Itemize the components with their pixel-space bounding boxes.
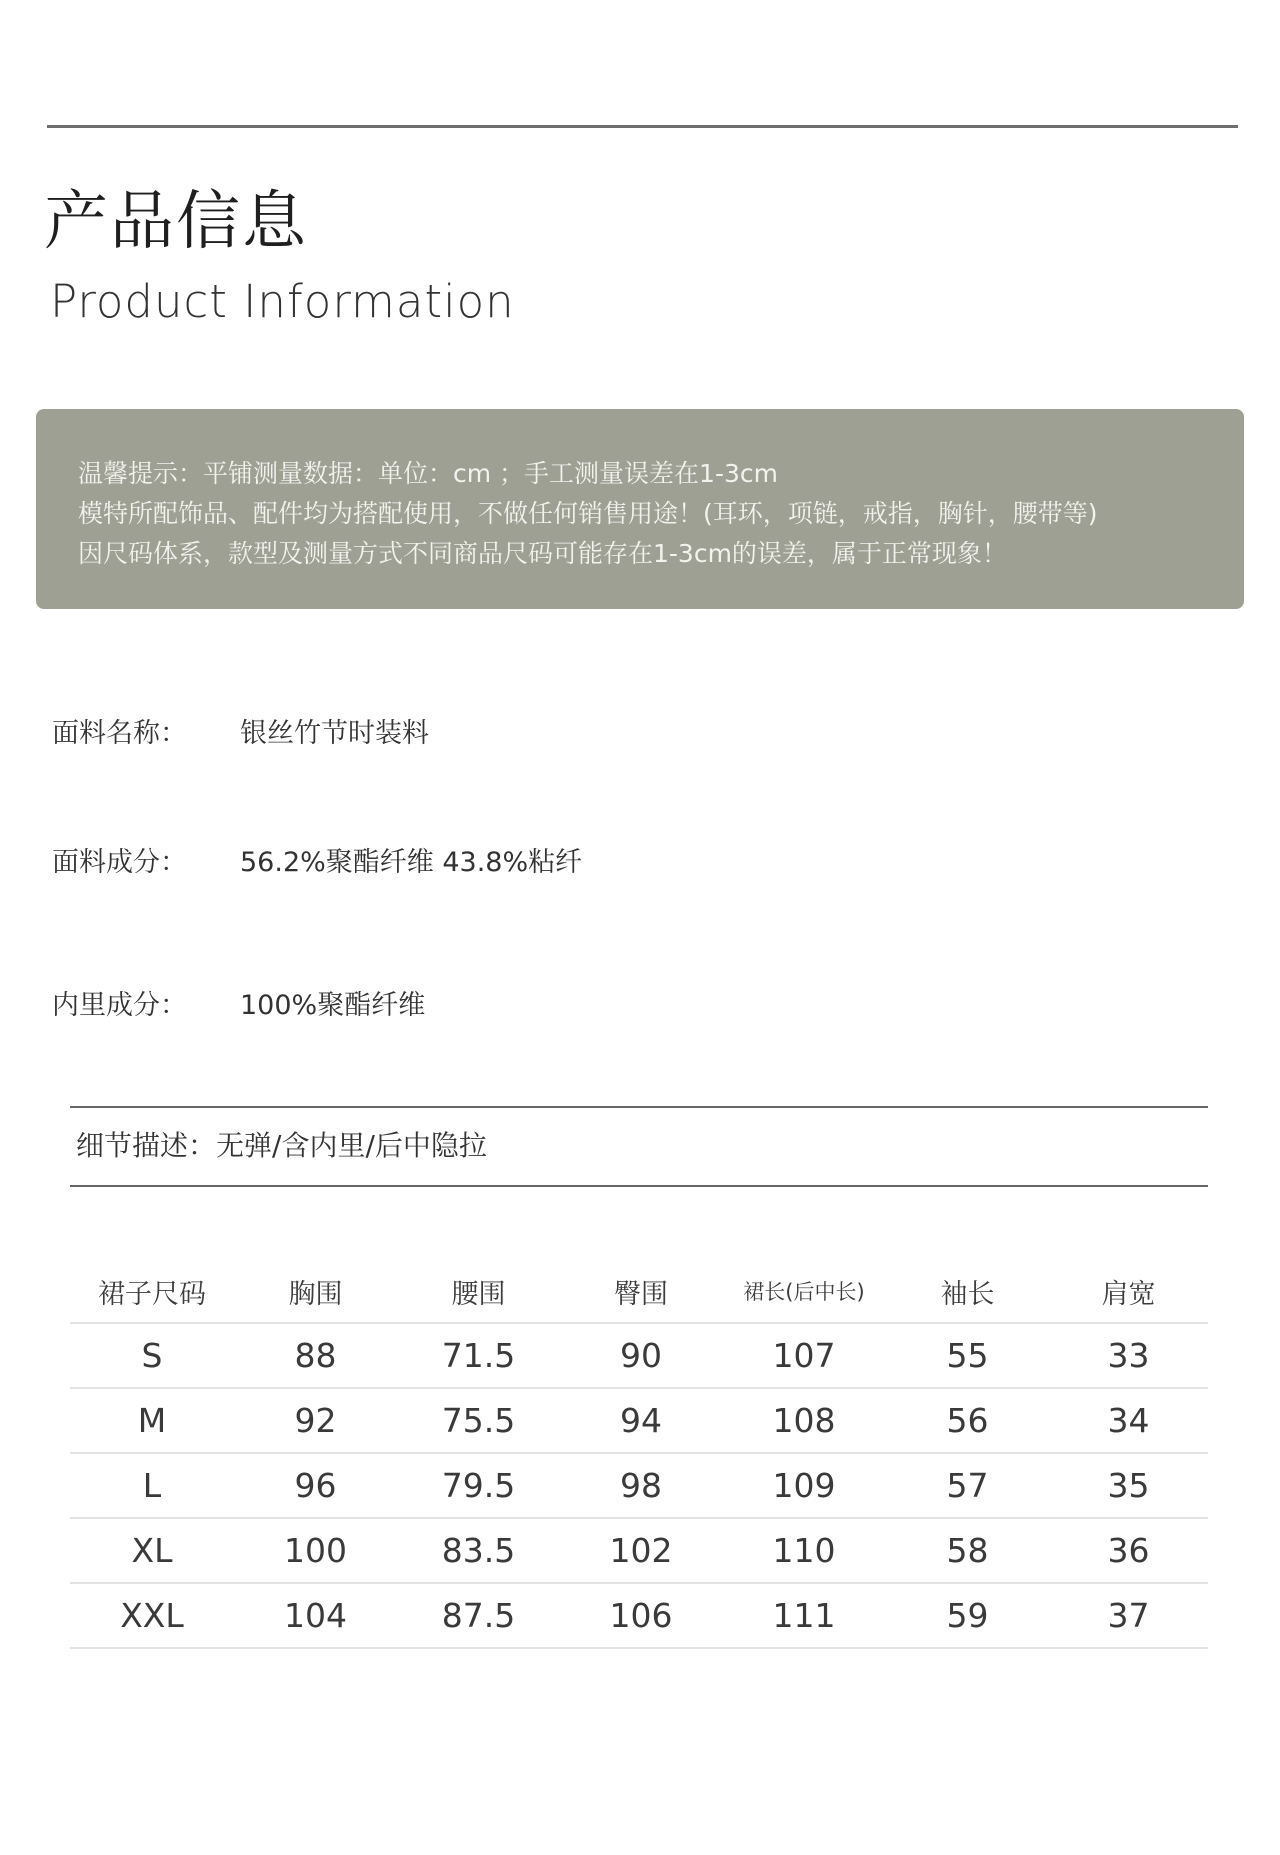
skirt-length-cell: 109 xyxy=(772,1466,836,1505)
header-waist: 腰围 xyxy=(451,1278,506,1310)
table-row xyxy=(70,1452,1208,1517)
bust-cell: 88 xyxy=(294,1336,337,1375)
sleeve-length-cell: 55 xyxy=(946,1336,989,1375)
notice-line: 模特所配饰品、配件均为搭配使用，不做任何销售用途！(耳环，项链，戒指，胸针，腰带等) xyxy=(78,499,1098,528)
lining-composition-value: 100%聚酯纤维 xyxy=(240,990,426,1021)
bust-cell: 92 xyxy=(294,1401,337,1440)
header-shoulder-width: 肩宽 xyxy=(1101,1278,1156,1310)
bust-cell: 100 xyxy=(284,1531,347,1570)
detail-bottom-divider xyxy=(70,1185,1208,1187)
waist-cell: 71.5 xyxy=(441,1336,516,1375)
notice-line: 因尺码体系，款型及测量方式不同商品尺码可能存在1-3cm的误差，属于正常现象！ xyxy=(78,539,1007,568)
fabric-name-value: 银丝竹节时装料 xyxy=(240,718,429,749)
hip-cell: 106 xyxy=(609,1596,673,1635)
skirt-length-cell: 110 xyxy=(772,1531,836,1570)
shoulder-width-cell: 33 xyxy=(1107,1336,1150,1375)
waist-cell: 83.5 xyxy=(441,1531,516,1570)
fabric-name-row xyxy=(52,711,429,750)
hip-cell: 90 xyxy=(620,1336,662,1375)
hip-cell: 102 xyxy=(609,1531,673,1570)
fabric-composition-label: 面料成分： xyxy=(52,847,187,878)
skirt-length-cell: 107 xyxy=(772,1336,836,1375)
lining-composition-row xyxy=(52,983,425,1022)
size-table-header xyxy=(70,1260,1208,1322)
size-cell: L xyxy=(142,1466,162,1505)
header-bust: 胸围 xyxy=(288,1278,343,1310)
waist-cell: 75.5 xyxy=(441,1401,516,1440)
header-skirt-length: 裙长(后中长) xyxy=(743,1280,865,1304)
lining-composition-label: 内里成分： xyxy=(52,990,187,1021)
header-hip: 臀围 xyxy=(614,1278,668,1310)
size-cell: M xyxy=(137,1401,167,1440)
sleeve-length-cell: 59 xyxy=(946,1596,989,1635)
top-divider xyxy=(47,125,1238,128)
table-row xyxy=(70,1387,1208,1452)
skirt-length-cell: 108 xyxy=(772,1401,836,1440)
shoulder-width-cell: 36 xyxy=(1107,1531,1150,1570)
bust-cell: 104 xyxy=(284,1596,347,1635)
sleeve-length-cell: 58 xyxy=(946,1531,989,1570)
waist-cell: 87.5 xyxy=(441,1596,516,1635)
table-row xyxy=(70,1322,1208,1387)
hip-cell: 94 xyxy=(620,1401,662,1440)
notice-line: 温馨提示：平铺测量数据：单位：cm ；手工测量误差在1-3cm xyxy=(78,459,778,488)
size-cell: XXL xyxy=(120,1596,184,1635)
size-cell: S xyxy=(141,1336,163,1375)
hip-cell: 98 xyxy=(620,1466,662,1505)
sleeve-length-cell: 57 xyxy=(946,1466,989,1505)
header-sleeve-length: 袖长 xyxy=(940,1278,995,1310)
notice-box xyxy=(36,409,1244,609)
detail-row xyxy=(76,1124,487,1164)
waist-cell: 79.5 xyxy=(441,1466,516,1505)
table-row xyxy=(70,1517,1208,1582)
fabric-composition-row xyxy=(52,840,582,879)
shoulder-width-cell: 37 xyxy=(1107,1596,1150,1635)
bust-cell: 96 xyxy=(294,1466,337,1505)
page-subtitle: Product Information xyxy=(50,275,515,328)
detail-value: 无弹/含内里/后中隐拉 xyxy=(216,1129,487,1162)
detail-top-divider xyxy=(70,1106,1208,1108)
shoulder-width-cell: 35 xyxy=(1107,1466,1150,1505)
page-title: 产品信息 xyxy=(44,185,308,259)
fabric-name-label: 面料名称： xyxy=(52,718,187,749)
table-row xyxy=(70,1582,1208,1649)
size-cell: XL xyxy=(131,1531,173,1570)
shoulder-width-cell: 34 xyxy=(1107,1401,1150,1440)
fabric-composition-value: 56.2%聚酯纤维 43.8%粘纤 xyxy=(240,847,583,878)
detail-label: 细节描述： xyxy=(76,1129,217,1162)
header-size: 裙子尺码 xyxy=(98,1278,206,1310)
size-table xyxy=(70,1260,1208,1649)
skirt-length-cell: 111 xyxy=(772,1596,836,1635)
sleeve-length-cell: 56 xyxy=(946,1401,989,1440)
